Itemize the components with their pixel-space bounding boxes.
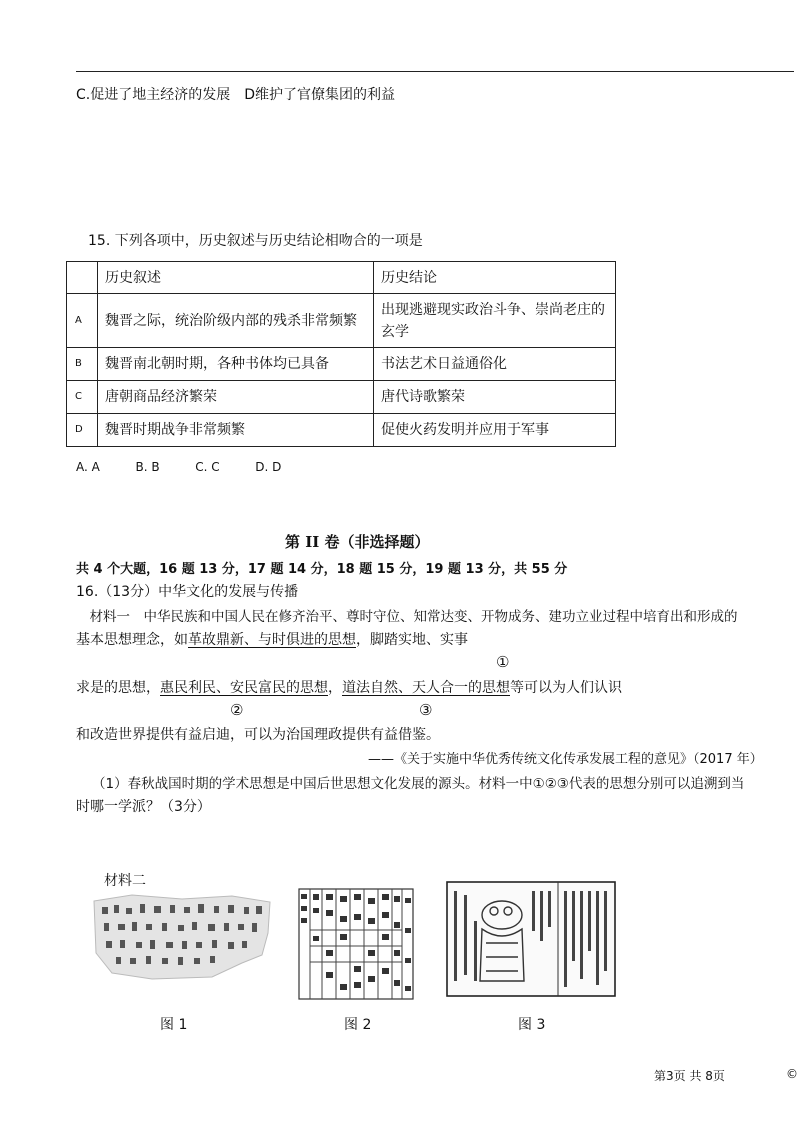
text-segment: ，脚踏实地、实事 (356, 632, 468, 648)
marker-2: ② (230, 701, 244, 719)
table-row (67, 381, 616, 414)
figure-1-caption: 图 1 (160, 1017, 188, 1033)
material1-line4: 和改造世界提供有益启迪，可以为治国理政提供有益借鉴。 (76, 727, 440, 743)
part2-summary: 共 4 个大题，16 题 13 分，17 题 14 分，18 题 15 分，19 题 13 分，共 55 分 (76, 562, 568, 577)
row-letter: B (67, 348, 98, 381)
page-number: 第3页 共 8页 (654, 1069, 725, 1083)
row-narrative: 魏晋之际，统治阶级内部的残杀非常频繁 (98, 294, 374, 348)
figure-2-script-grid (298, 888, 414, 1000)
part2-title: 第 II 卷（非选择题） (285, 533, 430, 551)
option-a: A. A (76, 460, 100, 474)
top-rule (76, 71, 794, 72)
material1-line3 (76, 677, 622, 697)
table-row (67, 348, 616, 381)
material1-line1: 材料一 中华民族和中国人民在修齐治平、尊时守位、知常达变、开物成务、建功立业过程中培育出和形成的 (76, 609, 738, 625)
text-segment: 等可以为人们认识 (510, 680, 622, 696)
row-narrative: 魏晋南北朝时期，各种书体均已具备 (98, 348, 374, 381)
text-segment: ， (328, 680, 342, 696)
row-conclusion: 促使火药发明并应用于军事 (374, 414, 616, 447)
marker-3: ③ (419, 701, 433, 719)
table-row (67, 414, 616, 447)
row-conclusion (374, 294, 616, 348)
underlined-thought-1: 革故鼎新、与时俱进的思想 (188, 632, 356, 648)
row-conclusion-line: 玄学 (381, 323, 409, 340)
text-segment: 求是的思想， (76, 680, 160, 696)
underlined-thought-2: 惠民利民、安民富民的思想 (160, 680, 328, 696)
figure-3-printed-page (446, 881, 616, 997)
table-header-narrative: 历史叙述 (98, 262, 374, 294)
row-letter: A (67, 294, 98, 348)
q15-stem: 15. 下列各项中，历史叙述与历史结论相吻合的一项是 (88, 233, 423, 249)
text-segment: 基本思想理念，如 (76, 632, 188, 648)
row-letter: C (67, 381, 98, 414)
option-d: D. D (255, 460, 282, 474)
material1-source: ——《关于实施中华优秀传统文化传承发展工程的意见》（2017 年） (368, 752, 763, 767)
material1-line2 (76, 629, 468, 649)
underlined-thought-3: 道法自然、天人合一的思想 (342, 680, 510, 696)
figure-2-caption: 图 2 (344, 1017, 372, 1033)
q16-sub1-line2: 时哪一学派？（3分） (76, 799, 211, 815)
row-conclusion-line: 出现逃避现实政治斗争、崇尚老庄的 (381, 301, 605, 318)
row-narrative: 魏晋时期战争非常频繁 (98, 414, 374, 447)
q15-table (66, 261, 616, 447)
q16-sub1-line1: （1）春秋战国时期的学术思想是中国后世思想文化发展的源头。材料一中①②③代表的思想分别可以追溯到当 (92, 776, 745, 792)
row-narrative: 唐朝商品经济繁荣 (98, 381, 374, 414)
table-cell (67, 262, 98, 294)
q14-options-line: C.促进了地主经济的发展 D维护了官僚集团的利益 (76, 87, 396, 103)
table-header-conclusion: 历史结论 (374, 262, 616, 294)
row-conclusion: 唐代诗歌繁荣 (374, 381, 616, 414)
material2-label: 材料二 (104, 873, 146, 889)
table-row (67, 294, 616, 348)
row-conclusion: 书法艺术日益通俗化 (374, 348, 616, 381)
row-letter: D (67, 414, 98, 447)
q15-options (76, 460, 281, 474)
figure-1-inscription (92, 893, 272, 983)
corner-mark: © (786, 1067, 798, 1081)
marker-1: ① (496, 653, 510, 671)
option-c: C. C (195, 460, 220, 474)
table-header-row (67, 262, 616, 294)
option-b: B. B (135, 460, 160, 474)
figure-3-caption: 图 3 (518, 1017, 546, 1033)
q16-heading: 16.（13分）中华文化的发展与传播 (76, 584, 299, 600)
